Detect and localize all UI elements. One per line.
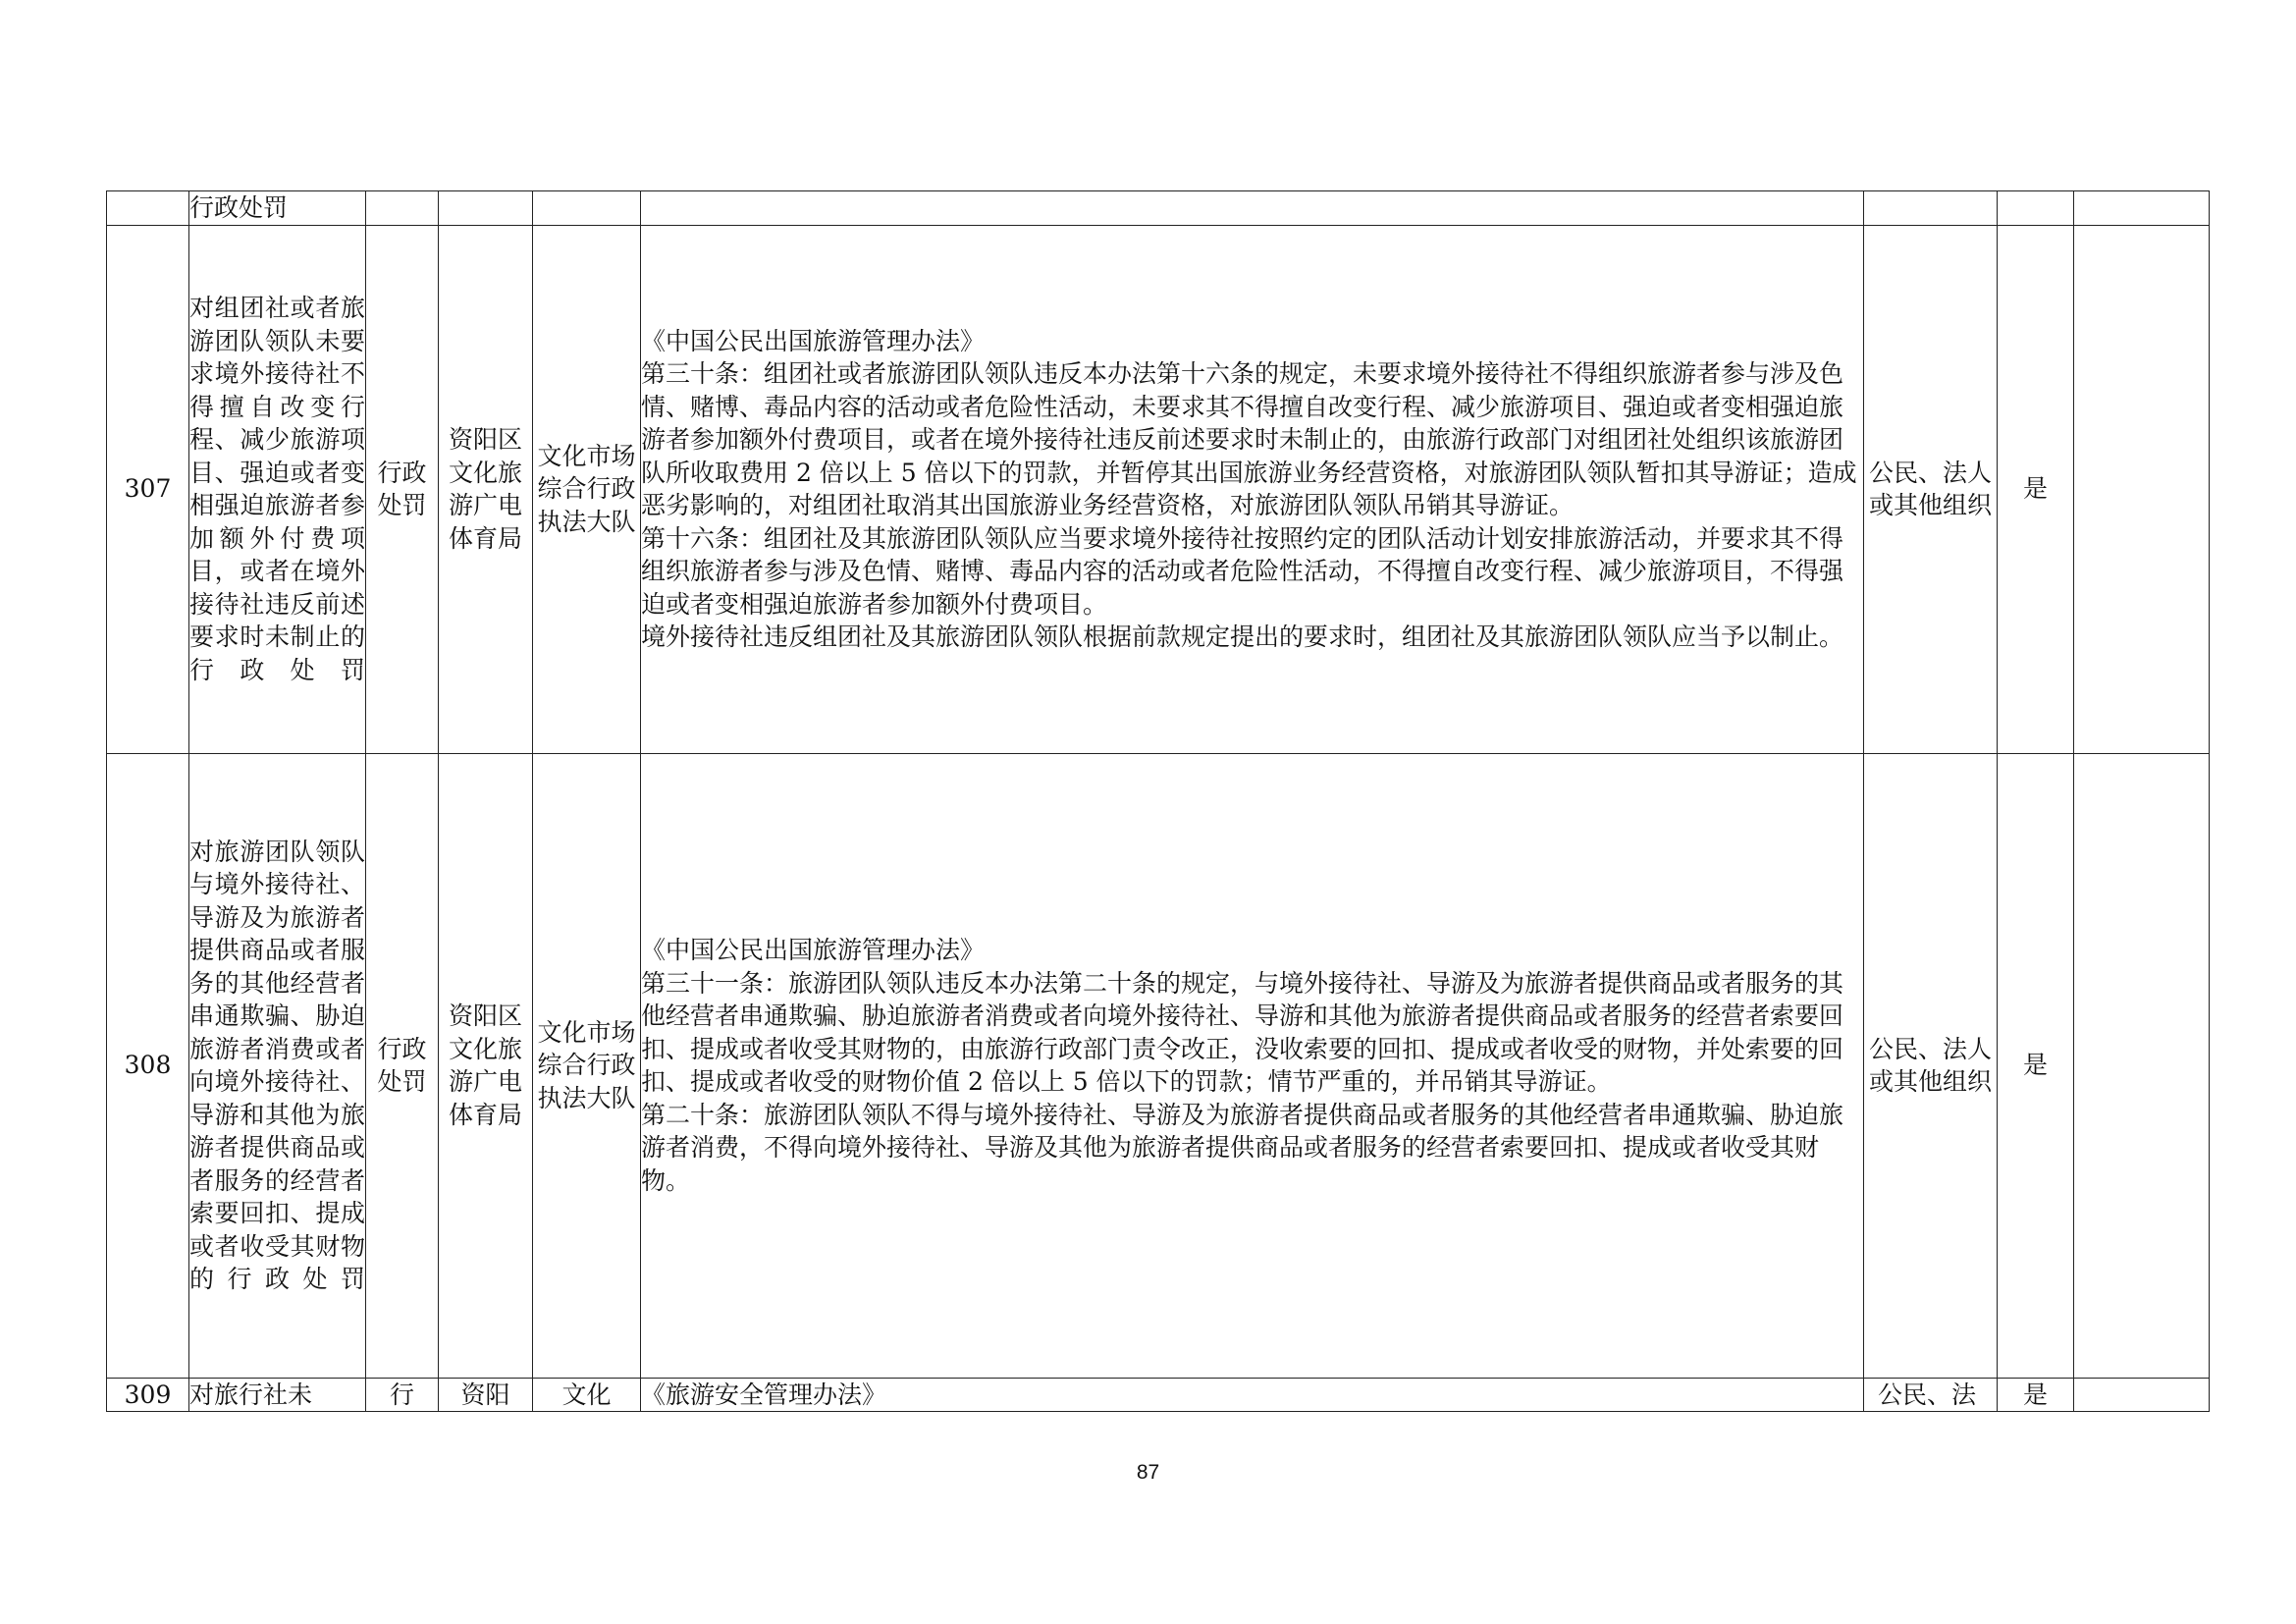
cell-note	[2074, 191, 2210, 226]
cell-object: 公民、法	[1864, 1378, 1998, 1412]
cell-flag: 是	[1998, 753, 2074, 1378]
enforcement-items-table	[106, 190, 2210, 1412]
cell-object: 公民、法人或其他组织	[1864, 225, 1998, 753]
cell-unit: 文化市场综合行政执法大队	[533, 225, 641, 753]
cell-category: 行政处罚	[366, 753, 439, 1378]
basis-paragraph: 第三十条：组团社或者旅游团队领队违反本办法第十六条的规定，未要求境外接待社不得组织旅游者参与涉及色情、赌博、毒品内容的活动或者危险性活动，未要求其不得擅自改变行程、减少旅游项目、强迫或者变相强迫旅游者参加额外付费项目，或者在境外接待社违反前述要求时未制止的，由旅游行政部门对组团社处组织该旅游团队所收取费用 2 倍以上 5 倍以下的罚款，并暂停其出国旅游业务经营资格，对旅游团队领队暂扣其导游证；造成恶劣影响的，对组团社取消其出国旅游业务经营资格，对旅游团队领队吊销其导游证。	[641, 359, 1857, 519]
cell-category	[366, 191, 439, 226]
cell-flag	[1998, 191, 2074, 226]
cell-unit: 文化市场综合行政执法大队	[533, 753, 641, 1378]
table-row	[107, 225, 2210, 753]
cell-flag: 是	[1998, 225, 2074, 753]
cell-matter: 对旅游团队领队与境外接待社、导游及为旅游者提供商品或者服务的其他经营者串通欺骗、胁迫旅游者消费或者向境外接待社、导游和其他为旅游者提供商品或者服务的经营者索要回扣、提成或者收受其财物的行政处罚	[189, 753, 366, 1378]
cell-number: 309	[107, 1378, 189, 1412]
cell-matter: 对组团社或者旅游团队领队未要求境外接待社不得擅自改变行程、减少旅游项目、强迫或者变相强迫旅游者参加额外付费项目，或者在境外接待社违反前述要求时未制止的行政处罚	[189, 225, 366, 753]
basis-paragraph: 《旅游安全管理办法》	[641, 1380, 887, 1409]
cell-department: 资阳区文化旅游广电体育局	[439, 225, 533, 753]
cell-category: 行	[366, 1378, 439, 1412]
cell-note	[2074, 753, 2210, 1378]
cell-number	[107, 191, 189, 226]
cell-department: 资阳	[439, 1378, 533, 1412]
cell-department: 资阳区文化旅游广电体育局	[439, 753, 533, 1378]
cell-matter: 对旅行社未	[189, 1378, 366, 1412]
cell-unit: 文化	[533, 1378, 641, 1412]
cell-basis	[641, 191, 1864, 226]
cell-legal-basis	[641, 225, 1864, 753]
cell-note	[2074, 225, 2210, 753]
cell-category: 行政处罚	[366, 225, 439, 753]
table-row	[107, 1378, 2210, 1412]
cell-department	[439, 191, 533, 226]
page-number: 87	[1136, 1461, 1160, 1484]
table-row-continuation	[107, 191, 2210, 226]
cell-number: 307	[107, 225, 189, 753]
basis-paragraph: 境外接待社违反组团社及其旅游团队领队根据前款规定提出的要求时，组团社及其旅游团队领队应当予以制止。	[641, 623, 1844, 651]
cell-legal-basis	[641, 1378, 1864, 1412]
basis-paragraph: 《中国公民出国旅游管理办法》	[641, 326, 986, 355]
cell-matter: 行政处罚	[189, 191, 366, 226]
basis-paragraph: 第三十一条：旅游团队领队违反本办法第二十条的规定，与境外接待社、导游及为旅游者提供商品或者服务的其他经营者串通欺骗、胁迫旅游者消费或者向境外接待社、导游和其他为旅游者提供商品或者服务的经营者索要回扣、提成或者收受其财物的，由旅游行政部门责令改正，没收索要的回扣、提成或者收受的财物，并处索要的回扣、提成或者收受的财物价值 2 倍以上 5 倍以下的罚款；情节严重的，并吊销其导游证。	[641, 968, 1844, 1096]
basis-paragraph: 第十六条：组团社及其旅游团队领队应当要求境外接待社按照约定的团队活动计划安排旅游活动，并要求其不得组织旅游者参与涉及色情、赌博、毒品内容的活动或者危险性活动，不得擅自改变行程、减少旅游项目，不得强迫或者变相强迫旅游者参加额外付费项目。	[641, 523, 1844, 619]
cell-note	[2074, 1378, 2210, 1412]
basis-paragraph: 《中国公民出国旅游管理办法》	[641, 936, 986, 964]
cell-object	[1864, 191, 1998, 226]
table-row	[107, 753, 2210, 1378]
cell-legal-basis	[641, 753, 1864, 1378]
basis-paragraph: 第二十条：旅游团队领队不得与境外接待社、导游及为旅游者提供商品或者服务的其他经营者串通欺骗、胁迫旅游者消费，不得向境外接待社、导游及其他为旅游者提供商品或者服务的经营者索要回扣、提成或者收受其财物。	[641, 1100, 1844, 1195]
cell-number: 308	[107, 753, 189, 1378]
cell-flag: 是	[1998, 1378, 2074, 1412]
cell-object: 公民、法人或其他组织	[1864, 753, 1998, 1378]
cell-unit	[533, 191, 641, 226]
